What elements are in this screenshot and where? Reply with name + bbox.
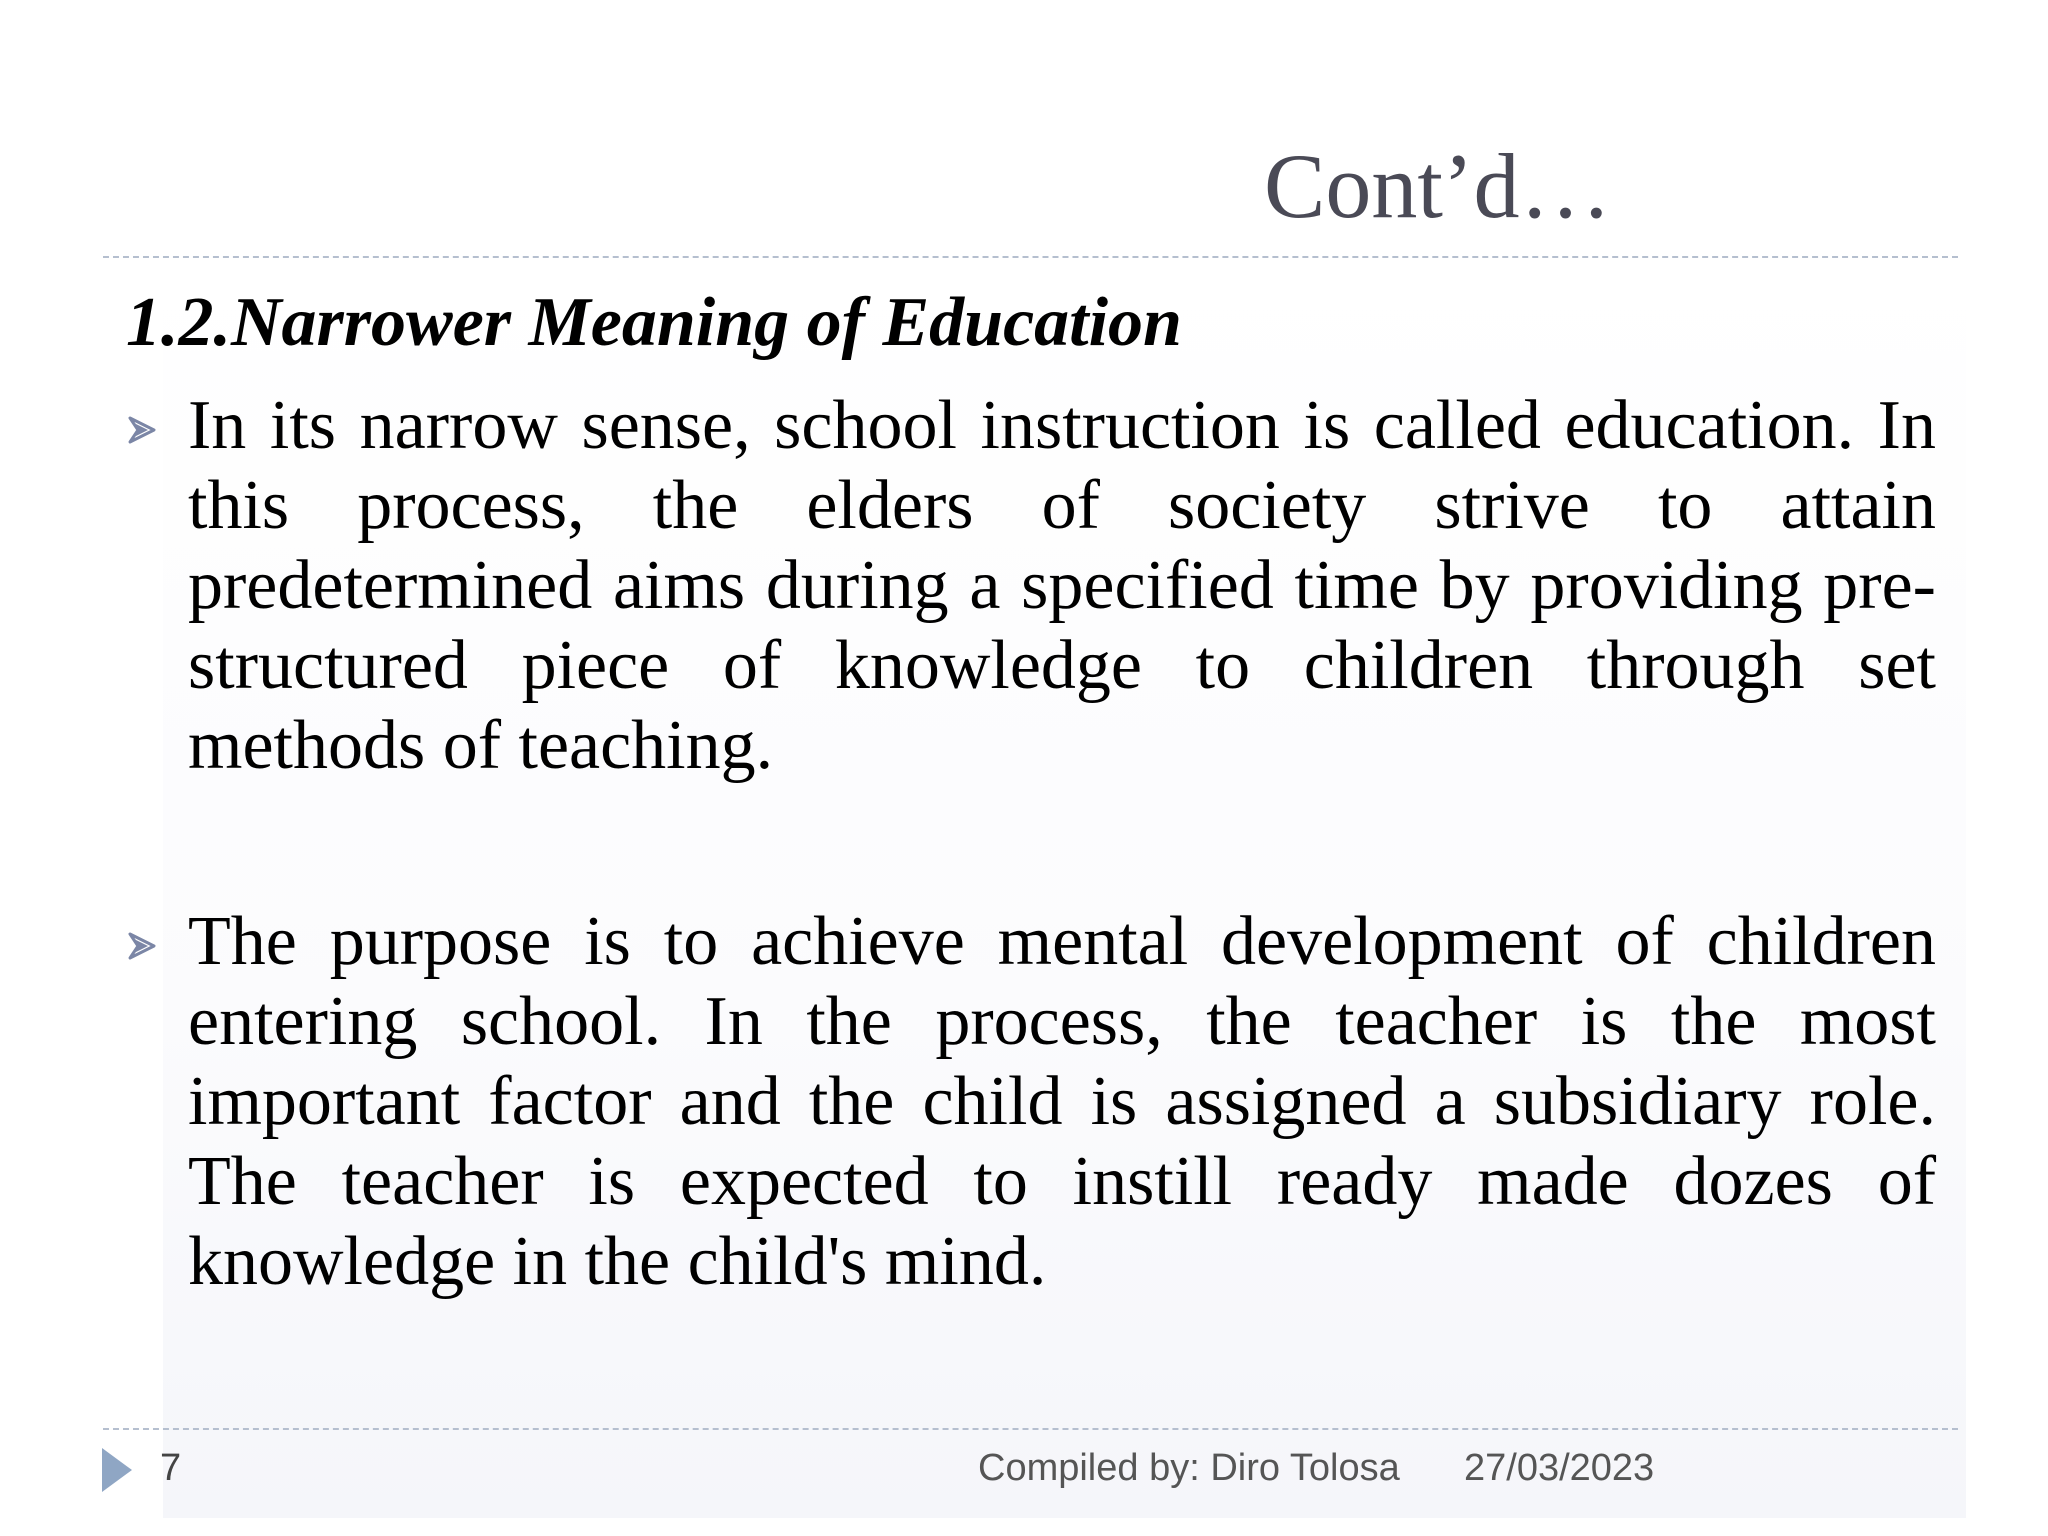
footer-date: 27/03/2023 [1464, 1447, 1655, 1489]
bullet-item [126, 902, 1936, 1302]
arrowhead-bullet-icon [126, 930, 158, 962]
bullet-text: The purpose is to achieve mental development of children entering school. In the process, the teacher is the most important factor and the child is assigned a subsidiary role. The teacher is expected to instill ready made dozes of knowledge in the child's mind. [188, 903, 1936, 1300]
play-triangle-icon [102, 1448, 132, 1492]
arrowhead-bullet-icon [126, 414, 158, 446]
bullet-text: In its narrow sense, school instruction is called education. In this process, the elders of society strive to attain predetermined aims during a specified time by providing pre-structured piece of knowledge to children through set methods of teaching. [188, 387, 1936, 784]
slide-title: Cont’d… [1264, 135, 1612, 237]
page-number: 7 [160, 1447, 182, 1489]
footer-divider [103, 1428, 1958, 1430]
bullet-item [126, 386, 1936, 786]
section-heading: 1.2.Narrower Meaning of Education [126, 284, 1182, 361]
footer-author: Compiled by: Diro Tolosa [978, 1447, 1400, 1489]
title-divider [103, 256, 1958, 258]
